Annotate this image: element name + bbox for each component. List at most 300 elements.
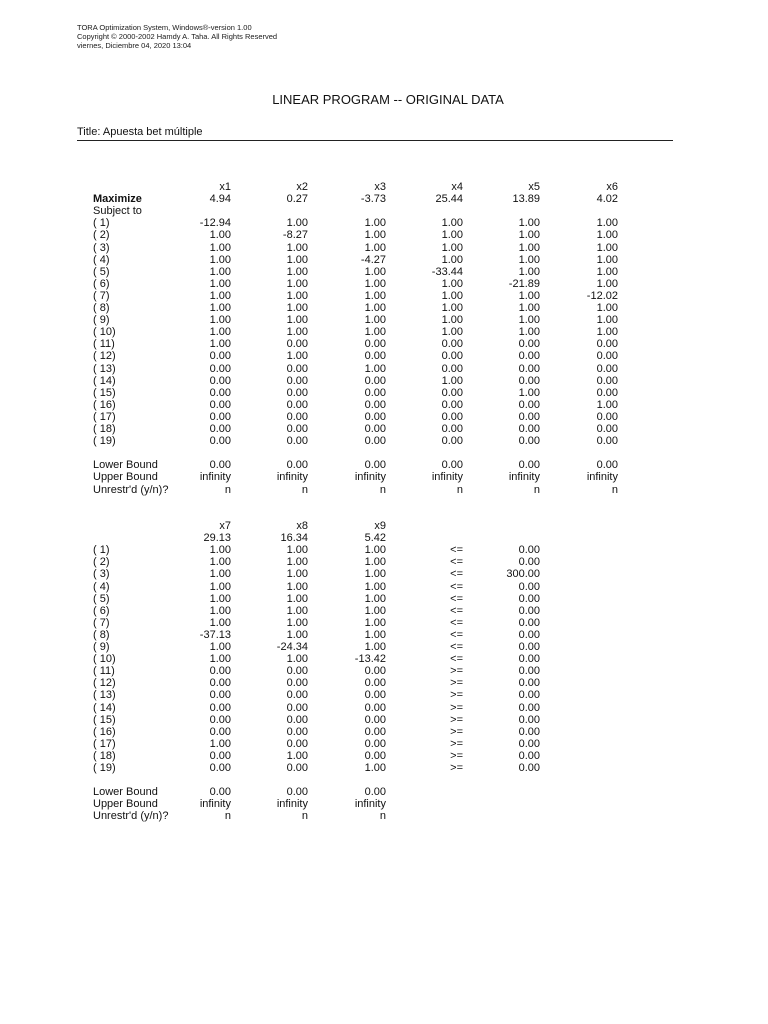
constraint-coefficient: 1.00 [441, 314, 463, 327]
constraint-coefficient: 1.00 [518, 229, 540, 242]
constraint-coefficient: 0.00 [518, 410, 540, 423]
constraint-relation: >= [450, 665, 463, 678]
constraint-coefficient: 0.00 [441, 362, 463, 375]
bound-value: n [379, 810, 386, 823]
constraint-coefficient: -37.13 [199, 628, 231, 641]
constraint-coefficient: 1.00 [596, 265, 618, 278]
constraint-coefficient: 1.00 [209, 544, 231, 557]
constraint-label: ( 16) [93, 725, 116, 738]
constraint-coefficient: 0.00 [209, 435, 231, 448]
constraint-rhs: 0.00 [518, 556, 540, 569]
bound-label: Upper Bound [93, 471, 158, 484]
constraint-coefficient: 0.00 [596, 410, 618, 423]
constraint-relation: <= [450, 616, 463, 629]
constraint-label: ( 8) [93, 628, 110, 641]
constraint-label: ( 3) [93, 568, 110, 581]
constraint-coefficient: 0.00 [286, 677, 308, 690]
constraint-coefficient: 1.00 [518, 217, 540, 230]
constraint-coefficient: 0.00 [364, 410, 386, 423]
constraint-coefficient: 1.00 [441, 289, 463, 302]
constraint-coefficient: 1.00 [286, 568, 308, 581]
constraint-coefficient: 1.00 [364, 604, 386, 617]
constraint-coefficient: 0.00 [209, 362, 231, 375]
constraint-coefficient: 0.00 [518, 398, 540, 411]
constraint-coefficient: 0.00 [209, 689, 231, 702]
bound-value: infinity [199, 471, 231, 484]
constraint-coefficient: 0.00 [364, 423, 386, 435]
constraint-rhs: 0.00 [518, 762, 540, 774]
constraint-coefficient: 1.00 [364, 628, 386, 641]
constraint-label: ( 6) [93, 277, 110, 290]
constraint-coefficient: 0.00 [209, 350, 231, 363]
constraint-coefficient: 1.00 [441, 241, 463, 254]
constraint-rhs: 0.00 [518, 604, 540, 617]
constraint-coefficient: 0.00 [364, 677, 386, 690]
constraint-coefficient: 0.00 [286, 689, 308, 702]
bound-value: n [379, 483, 386, 496]
constraint-coefficient: 1.00 [518, 265, 540, 278]
constraint-coefficient: 1.00 [364, 641, 386, 653]
constraint-label: ( 11) [93, 665, 115, 678]
constraint-rhs: 0.00 [518, 677, 540, 690]
constraint-coefficient: 1.00 [209, 556, 231, 569]
column-header: x3 [374, 181, 386, 193]
constraint-coefficient: 1.00 [364, 326, 386, 339]
bound-value: 0.00 [518, 459, 540, 472]
header-date-line: viernes, Diciembre 04, 2020 13:04 [77, 40, 192, 50]
bound-value: 0.00 [441, 459, 463, 472]
title-divider [77, 140, 673, 141]
constraint-coefficient: 1.00 [209, 265, 231, 278]
constraint-coefficient: 0.00 [286, 435, 308, 448]
constraint-coefficient: 0.00 [286, 423, 308, 435]
constraint-coefficient: 0.00 [286, 701, 308, 714]
constraint-label: ( 13) [93, 362, 116, 375]
constraint-label: ( 6) [93, 604, 110, 617]
constraint-coefficient: 0.00 [209, 410, 231, 423]
constraint-coefficient: 0.00 [518, 435, 540, 448]
objective-coefficient: 25.44 [435, 193, 463, 206]
constraint-coefficient: 0.00 [209, 423, 231, 435]
constraint-rhs: 0.00 [518, 737, 540, 750]
constraint-coefficient: 1.00 [441, 326, 463, 339]
bound-value: infinity [199, 798, 231, 811]
constraint-coefficient: 0.00 [286, 374, 308, 387]
bound-value: 0.00 [596, 459, 618, 472]
constraint-coefficient: 1.00 [286, 592, 308, 605]
constraint-coefficient: 1.00 [441, 277, 463, 290]
constraint-coefficient: 1.00 [286, 628, 308, 641]
constraint-coefficient: 1.00 [209, 580, 231, 593]
constraint-coefficient: 0.00 [209, 725, 231, 738]
constraint-relation: >= [450, 737, 463, 750]
constraint-coefficient: 0.00 [441, 398, 463, 411]
constraint-rhs: 0.00 [518, 749, 540, 762]
bound-value: n [224, 483, 231, 496]
constraint-coefficient: 1.00 [209, 289, 231, 302]
objective-coefficient: 13.89 [512, 193, 540, 206]
constraint-coefficient: 1.00 [518, 289, 540, 302]
constraint-coefficient: 1.00 [286, 326, 308, 339]
bound-value: 0.00 [286, 786, 308, 799]
objective-coefficient: 5.42 [364, 532, 386, 545]
bound-value: n [456, 483, 463, 496]
constraint-label: ( 14) [93, 701, 116, 714]
constraint-label: ( 2) [93, 556, 110, 569]
column-header: x6 [606, 181, 618, 193]
constraint-coefficient: 1.00 [286, 265, 308, 278]
constraint-coefficient: 0.00 [441, 350, 463, 363]
constraint-coefficient: 1.00 [518, 386, 540, 399]
constraint-coefficient: 0.00 [441, 386, 463, 399]
constraint-coefficient: 0.00 [209, 386, 231, 399]
bound-label: Unrestr'd (y/n)? [93, 483, 169, 496]
bound-value: n [301, 810, 308, 823]
constraint-coefficient: 0.00 [286, 398, 308, 411]
constraint-label: ( 1) [93, 544, 110, 557]
constraint-coefficient: 1.00 [364, 556, 386, 569]
constraint-coefficient: 1.00 [209, 277, 231, 290]
constraint-coefficient: 1.00 [596, 253, 618, 266]
constraint-relation: >= [450, 749, 463, 762]
constraint-coefficient: 1.00 [286, 616, 308, 629]
constraint-coefficient: 0.00 [286, 737, 308, 750]
constraint-coefficient: 1.00 [286, 217, 308, 230]
constraint-coefficient: -13.42 [354, 653, 386, 666]
constraint-coefficient: 1.00 [441, 374, 463, 387]
constraint-relation: <= [450, 592, 463, 605]
bound-value: infinity [586, 471, 618, 484]
constraint-relation: <= [450, 580, 463, 593]
constraint-coefficient: 1.00 [286, 314, 308, 327]
constraint-label: ( 15) [93, 713, 116, 726]
objective-coefficient: 16.34 [280, 532, 308, 545]
constraint-coefficient: 1.00 [364, 544, 386, 557]
constraint-coefficient: 1.00 [596, 398, 618, 411]
constraint-label: ( 12) [93, 350, 116, 363]
bound-value: n [533, 483, 540, 496]
constraint-coefficient: 1.00 [596, 277, 618, 290]
constraint-coefficient: 1.00 [364, 265, 386, 278]
constraint-coefficient: 0.00 [209, 665, 231, 678]
constraint-coefficient: 1.00 [209, 604, 231, 617]
constraint-coefficient: 1.00 [364, 277, 386, 290]
constraint-coefficient: 0.00 [286, 762, 308, 774]
constraint-coefficient: 1.00 [441, 229, 463, 242]
constraint-relation: <= [450, 544, 463, 557]
problem-title: Title: Apuesta bet múltiple [77, 126, 203, 138]
constraint-rhs: 0.00 [518, 689, 540, 702]
constraint-coefficient: 0.00 [364, 701, 386, 714]
constraint-coefficient: 1.00 [209, 737, 231, 750]
bound-label: Lower Bound [93, 786, 158, 799]
bound-value: infinity [508, 471, 540, 484]
constraint-coefficient: 0.00 [364, 398, 386, 411]
column-header: x7 [219, 520, 231, 532]
constraint-label: ( 13) [93, 689, 116, 702]
bound-value: 0.00 [209, 786, 231, 799]
constraint-coefficient: 0.00 [209, 374, 231, 387]
constraint-label: ( 5) [93, 265, 110, 278]
constraint-coefficient: 0.00 [286, 410, 308, 423]
constraint-coefficient: 1.00 [596, 302, 618, 314]
constraint-relation: >= [450, 701, 463, 714]
constraint-coefficient: 0.00 [518, 362, 540, 375]
constraint-coefficient: 1.00 [518, 326, 540, 339]
constraint-coefficient: 0.00 [364, 338, 386, 351]
constraint-coefficient: 1.00 [364, 592, 386, 605]
constraint-coefficient: 1.00 [596, 314, 618, 327]
constraint-rhs: 0.00 [518, 701, 540, 714]
constraint-label: ( 4) [93, 253, 110, 266]
constraint-coefficient: 1.00 [209, 326, 231, 339]
constraint-coefficient: -33.44 [431, 265, 463, 278]
constraint-label: ( 2) [93, 229, 110, 242]
constraint-coefficient: 0.00 [286, 713, 308, 726]
objective-coefficient: 4.02 [596, 193, 618, 206]
objective-label: Maximize [93, 193, 142, 206]
constraint-coefficient: 1.00 [364, 217, 386, 230]
constraint-coefficient: 1.00 [209, 568, 231, 581]
constraint-label: ( 18) [93, 749, 116, 762]
constraint-coefficient: 1.00 [518, 314, 540, 327]
constraint-coefficient: 0.00 [441, 410, 463, 423]
column-header: x5 [528, 181, 540, 193]
constraint-label: ( 1) [93, 217, 110, 230]
constraint-coefficient: 0.00 [441, 338, 463, 351]
constraint-coefficient: 1.00 [518, 253, 540, 266]
constraint-rhs: 0.00 [518, 592, 540, 605]
constraint-coefficient: 1.00 [364, 568, 386, 581]
constraint-label: ( 16) [93, 398, 116, 411]
column-header: x1 [219, 181, 231, 193]
objective-coefficient: 4.94 [209, 193, 231, 206]
constraint-coefficient: 1.00 [441, 253, 463, 266]
constraint-coefficient: 0.00 [209, 749, 231, 762]
constraint-coefficient: 1.00 [209, 314, 231, 327]
constraint-coefficient: 1.00 [209, 241, 231, 254]
constraint-coefficient: 0.00 [286, 386, 308, 399]
constraint-coefficient: -12.02 [586, 289, 618, 302]
bound-value: 0.00 [364, 786, 386, 799]
bound-label: Lower Bound [93, 459, 158, 472]
constraint-rhs: 0.00 [518, 628, 540, 641]
constraint-relation: <= [450, 568, 463, 581]
constraint-coefficient: 1.00 [596, 217, 618, 230]
constraint-coefficient: 0.00 [286, 362, 308, 375]
constraint-coefficient: 0.00 [596, 362, 618, 375]
constraint-coefficient: 1.00 [286, 289, 308, 302]
constraint-coefficient: 1.00 [364, 362, 386, 375]
constraint-coefficient: 0.00 [441, 423, 463, 435]
bound-value: 0.00 [364, 459, 386, 472]
constraint-coefficient: 0.00 [596, 423, 618, 435]
constraint-coefficient: 0.00 [209, 677, 231, 690]
constraint-coefficient: -12.94 [199, 217, 231, 230]
constraint-coefficient: 1.00 [209, 592, 231, 605]
constraint-label: ( 14) [93, 374, 116, 387]
constraint-label: ( 11) [93, 338, 115, 351]
bound-value: 0.00 [209, 459, 231, 472]
constraint-coefficient: 1.00 [286, 604, 308, 617]
constraint-coefficient: 0.00 [364, 665, 386, 678]
bound-value: infinity [276, 471, 308, 484]
constraint-coefficient: -24.34 [276, 641, 308, 653]
constraint-relation: >= [450, 725, 463, 738]
constraint-relation: <= [450, 653, 463, 666]
constraint-coefficient: 0.00 [286, 665, 308, 678]
constraint-coefficient: 1.00 [209, 302, 231, 314]
constraint-label: ( 10) [93, 326, 116, 339]
constraint-relation: >= [450, 689, 463, 702]
constraint-coefficient: 0.00 [596, 374, 618, 387]
constraint-coefficient: 1.00 [364, 314, 386, 327]
constraint-relation: >= [450, 677, 463, 690]
constraint-coefficient: 1.00 [209, 616, 231, 629]
constraint-coefficient: 1.00 [518, 241, 540, 254]
constraint-coefficient: 0.00 [596, 386, 618, 399]
column-header: x8 [296, 520, 308, 532]
constraint-coefficient: 0.00 [364, 435, 386, 448]
constraint-label: ( 9) [93, 314, 110, 327]
constraint-coefficient: 1.00 [286, 544, 308, 557]
constraint-coefficient: 1.00 [596, 241, 618, 254]
constraint-label: ( 3) [93, 241, 110, 254]
constraint-coefficient: 1.00 [596, 229, 618, 242]
constraint-coefficient: 1.00 [286, 253, 308, 266]
constraint-coefficient: 1.00 [286, 556, 308, 569]
constraint-rhs: 0.00 [518, 616, 540, 629]
constraint-coefficient: 1.00 [286, 350, 308, 363]
column-header: x2 [296, 181, 308, 193]
objective-coefficient: -3.73 [360, 193, 386, 206]
bound-value: infinity [276, 798, 308, 811]
constraint-coefficient: 0.00 [364, 386, 386, 399]
constraint-rhs: 0.00 [518, 725, 540, 738]
constraint-coefficient: 1.00 [286, 749, 308, 762]
constraint-coefficient: 0.00 [364, 749, 386, 762]
constraint-rhs: 0.00 [518, 713, 540, 726]
constraint-coefficient: 1.00 [209, 253, 231, 266]
constraint-coefficient: 0.00 [209, 713, 231, 726]
bound-value: infinity [431, 471, 463, 484]
constraint-coefficient: 1.00 [209, 653, 231, 666]
constraint-coefficient: 1.00 [441, 302, 463, 314]
constraint-coefficient: 1.00 [286, 241, 308, 254]
constraint-coefficient: 0.00 [209, 398, 231, 411]
objective-coefficient: 0.27 [286, 193, 308, 206]
constraint-coefficient: 0.00 [596, 350, 618, 363]
header-software-line: TORA Optimization System, Windows®-version 1.00 [77, 22, 252, 32]
constraint-relation: <= [450, 641, 463, 653]
constraint-coefficient: 0.00 [286, 338, 308, 351]
constraint-coefficient: 0.00 [518, 374, 540, 387]
constraint-coefficient: 1.00 [364, 762, 386, 774]
constraint-coefficient: 1.00 [209, 641, 231, 653]
constraint-relation: >= [450, 713, 463, 726]
constraint-coefficient: 1.00 [364, 289, 386, 302]
bound-value: infinity [354, 471, 386, 484]
page-title: LINEAR PROGRAM -- ORIGINAL DATA [272, 92, 504, 107]
constraint-label: ( 4) [93, 580, 110, 593]
subject-to-label: Subject to [93, 205, 142, 218]
constraint-coefficient: 0.00 [441, 435, 463, 448]
constraint-coefficient: 1.00 [364, 241, 386, 254]
constraint-coefficient: 0.00 [518, 423, 540, 435]
constraint-coefficient: 0.00 [364, 713, 386, 726]
objective-coefficient: 29.13 [203, 532, 231, 545]
constraint-coefficient: 0.00 [364, 689, 386, 702]
constraint-coefficient: 0.00 [209, 762, 231, 774]
constraint-label: ( 5) [93, 592, 110, 605]
bound-value: n [224, 810, 231, 823]
bound-value: 0.00 [286, 459, 308, 472]
constraint-relation: >= [450, 762, 463, 774]
constraint-coefficient: 0.00 [596, 435, 618, 448]
constraint-label: ( 19) [93, 762, 116, 774]
bound-label: Unrestr'd (y/n)? [93, 810, 169, 823]
column-header: x9 [374, 520, 386, 532]
constraint-label: ( 7) [93, 289, 110, 302]
constraint-label: ( 8) [93, 302, 110, 314]
constraint-label: ( 9) [93, 641, 110, 653]
constraint-coefficient: 1.00 [441, 217, 463, 230]
header-copyright-line: Copyright © 2000-2002 Hamdy A. Taha. All Rights Reserved [77, 31, 278, 41]
constraint-coefficient: 1.00 [518, 302, 540, 314]
constraint-relation: <= [450, 556, 463, 569]
bound-value: infinity [354, 798, 386, 811]
constraint-label: ( 10) [93, 653, 116, 666]
constraint-coefficient: 1.00 [209, 338, 231, 351]
constraint-coefficient: -8.27 [282, 229, 308, 242]
constraint-rhs: 0.00 [518, 641, 540, 653]
constraint-relation: <= [450, 604, 463, 617]
constraint-coefficient: 0.00 [596, 338, 618, 351]
constraint-coefficient: 0.00 [518, 350, 540, 363]
constraint-coefficient: 1.00 [209, 229, 231, 242]
constraint-rhs: 0.00 [518, 544, 540, 557]
constraint-coefficient: -21.89 [508, 277, 540, 290]
column-header: x4 [451, 181, 463, 193]
constraint-coefficient: 1.00 [286, 580, 308, 593]
bound-value: n [301, 483, 308, 496]
constraint-rhs: 0.00 [518, 580, 540, 593]
constraint-coefficient: -4.27 [360, 253, 386, 266]
constraint-coefficient: 1.00 [596, 326, 618, 339]
constraint-coefficient: 1.00 [286, 302, 308, 314]
constraint-coefficient: 0.00 [364, 350, 386, 363]
constraint-rhs: 300.00 [506, 568, 540, 581]
constraint-coefficient: 0.00 [286, 725, 308, 738]
constraint-label: ( 18) [93, 423, 116, 435]
constraint-rhs: 0.00 [518, 653, 540, 666]
bound-value: n [611, 483, 618, 496]
constraint-coefficient: 0.00 [518, 338, 540, 351]
constraint-coefficient: 0.00 [364, 374, 386, 387]
constraint-label: ( 17) [93, 737, 116, 750]
constraint-coefficient: 0.00 [209, 701, 231, 714]
constraint-rhs: 0.00 [518, 665, 540, 678]
constraint-coefficient: 1.00 [364, 616, 386, 629]
constraint-coefficient: 0.00 [364, 737, 386, 750]
constraint-coefficient: 1.00 [364, 302, 386, 314]
constraint-coefficient: 0.00 [364, 725, 386, 738]
constraint-relation: <= [450, 628, 463, 641]
constraint-label: ( 15) [93, 386, 116, 399]
constraint-coefficient: 1.00 [364, 580, 386, 593]
constraint-label: ( 19) [93, 435, 116, 448]
constraint-coefficient: 1.00 [364, 229, 386, 242]
